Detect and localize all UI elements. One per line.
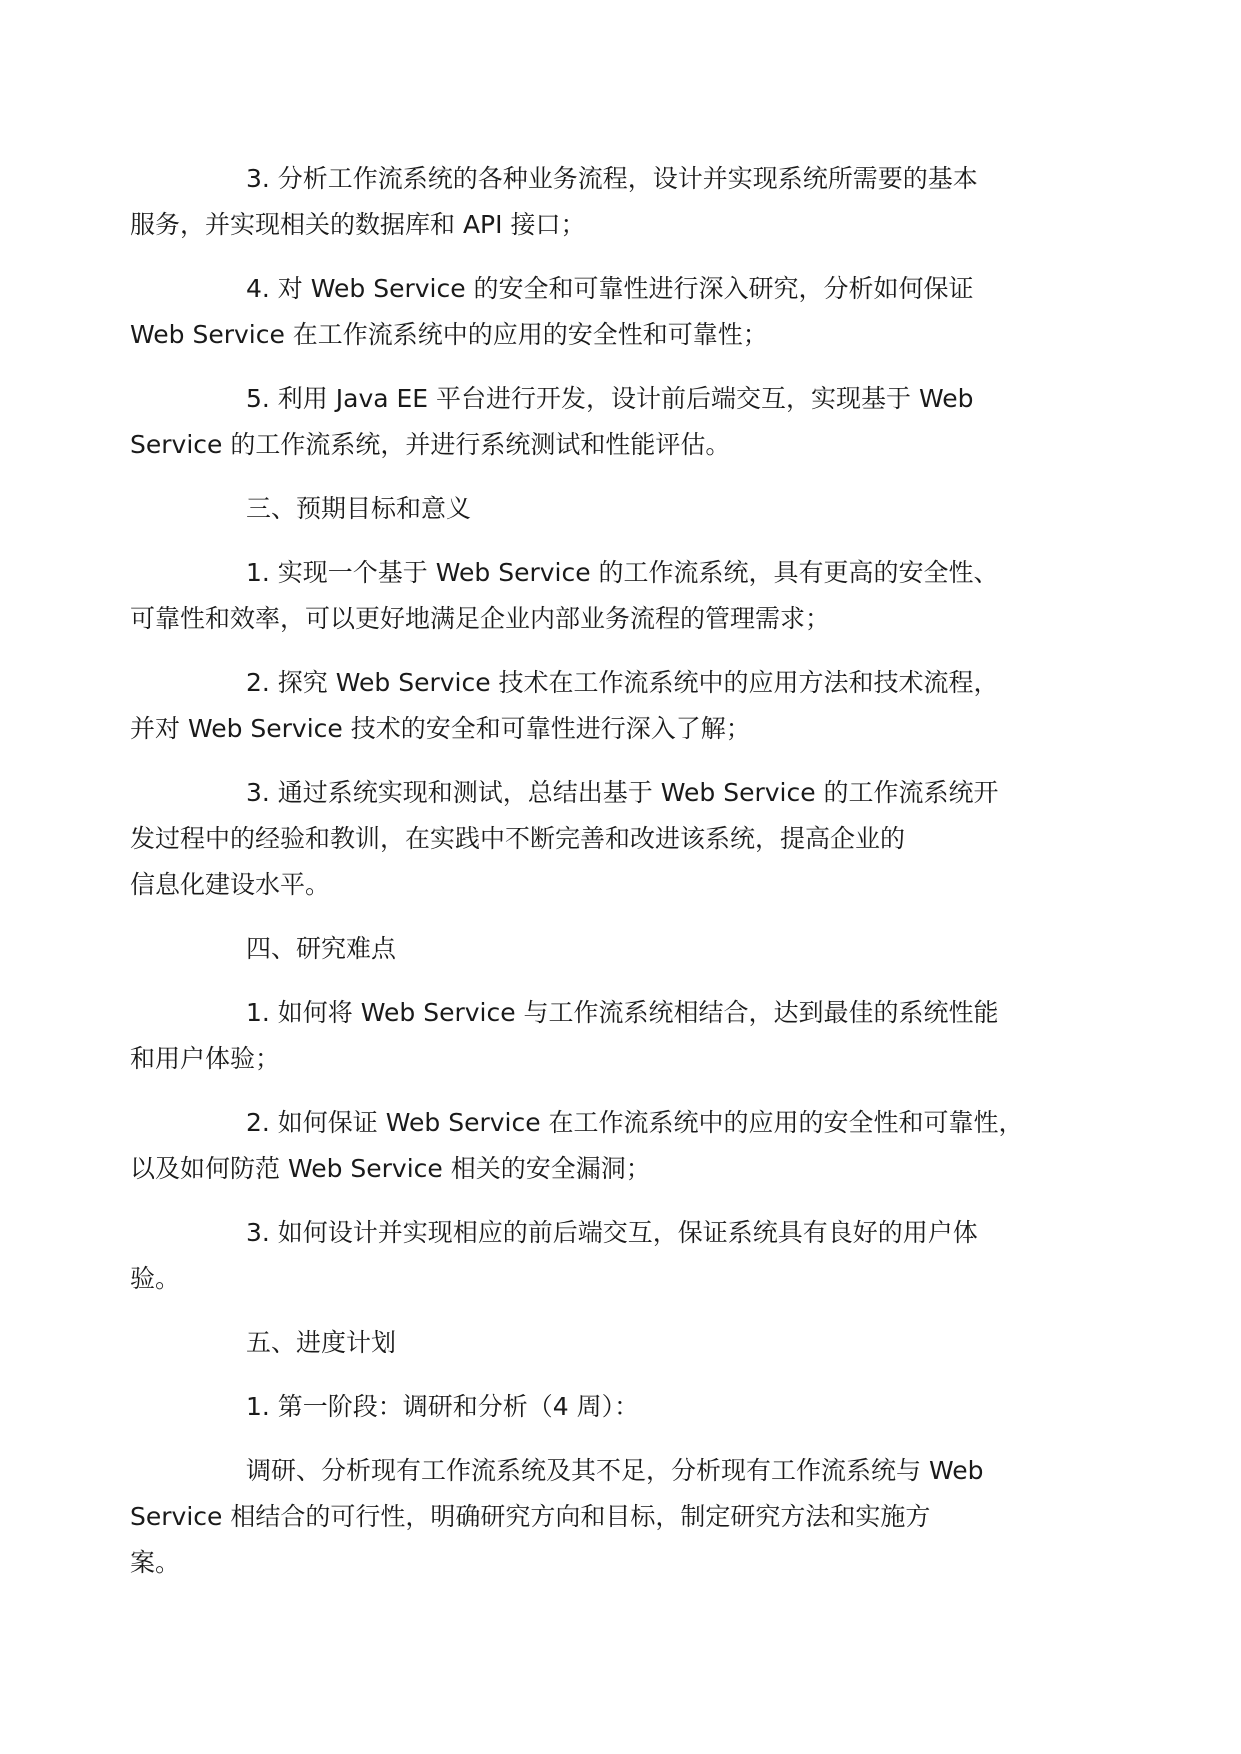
- paragraph-phase-1-title: [188, 1384, 1088, 1430]
- text-line: 3. 如何设计并实现相应的前后端交互，保证系统具有良好的用户体: [246, 1218, 978, 1247]
- text-line: 4. 对 Web Service 的安全和可靠性进行深入研究，分析如何保证: [246, 274, 974, 303]
- text-line: 信息化建设水平。: [130, 870, 331, 899]
- section-heading-4: [188, 926, 1088, 972]
- paragraph-goal-2: [130, 660, 1088, 752]
- text-line: 调研、分析现有工作流系统及其不足，分析现有工作流系统与 Web: [246, 1456, 984, 1485]
- text-line: 2. 如何保证 Web Service 在工作流系统中的应用的安全性和可靠性，: [246, 1108, 1024, 1137]
- paragraph-goal-1: [130, 550, 1088, 642]
- text-line: 1. 实现一个基于 Web Service 的工作流系统，具有更高的安全性、: [246, 558, 999, 587]
- paragraph-difficulty-2: [130, 1100, 1088, 1192]
- heading-text: 四、研究难点: [246, 934, 397, 963]
- section-heading-3: [188, 486, 1088, 532]
- text-line: 服务，并实现相关的数据库和 API 接口；: [130, 210, 586, 239]
- text-line: 3. 通过系统实现和测试，总结出基于 Web Service 的工作流系统开: [246, 778, 999, 807]
- text-line: 可靠性和效率，可以更好地满足企业内部业务流程的管理需求；: [130, 604, 831, 633]
- paragraph-3-basic-services: [130, 156, 1088, 248]
- text-line: Service 的工作流系统，并进行系统测试和性能评估。: [130, 430, 731, 459]
- paragraph-goal-3: [130, 770, 1088, 908]
- text-line: Service 相结合的可行性，明确研究方向和目标，制定研究方法和实施方: [130, 1502, 931, 1531]
- text-line: 2. 探究 Web Service 技术在工作流系统中的应用方法和技术流程，: [246, 668, 999, 697]
- paragraph-difficulty-1: [130, 990, 1088, 1082]
- text-line: Web Service 在工作流系统中的应用的安全性和可靠性；: [130, 320, 768, 349]
- text-line: 3. 分析工作流系统的各种业务流程，设计并实现系统所需要的基本: [246, 164, 978, 193]
- text-line: 验。: [130, 1264, 181, 1293]
- text-line: 1. 第一阶段：调研和分析（4 周）：: [246, 1392, 640, 1421]
- text-line: 案。: [130, 1548, 181, 1577]
- section-heading-5: [188, 1320, 1088, 1366]
- paragraph-4-security-research: [130, 266, 1088, 358]
- paragraph-difficulty-3: [130, 1210, 1088, 1302]
- text-line: 和用户体验；: [130, 1044, 281, 1073]
- text-line: 并对 Web Service 技术的安全和可靠性进行深入了解；: [130, 714, 751, 743]
- text-line: 发过程中的经验和教训，在实践中不断完善和改进该系统，提高企业的: [130, 824, 906, 853]
- heading-text: 三、预期目标和意义: [246, 494, 472, 523]
- document-page: [130, 156, 1088, 1604]
- heading-text: 五、进度计划: [246, 1328, 397, 1357]
- text-line: 以及如何防范 Web Service 相关的安全漏洞；: [130, 1154, 651, 1183]
- text-line: 1. 如何将 Web Service 与工作流系统相结合，达到最佳的系统性能: [246, 998, 999, 1027]
- paragraph-phase-1-detail: [130, 1448, 1088, 1586]
- text-line: 5. 利用 Java EE 平台进行开发，设计前后端交互，实现基于 Web: [246, 384, 974, 413]
- paragraph-5-javaee-development: [130, 376, 1088, 468]
